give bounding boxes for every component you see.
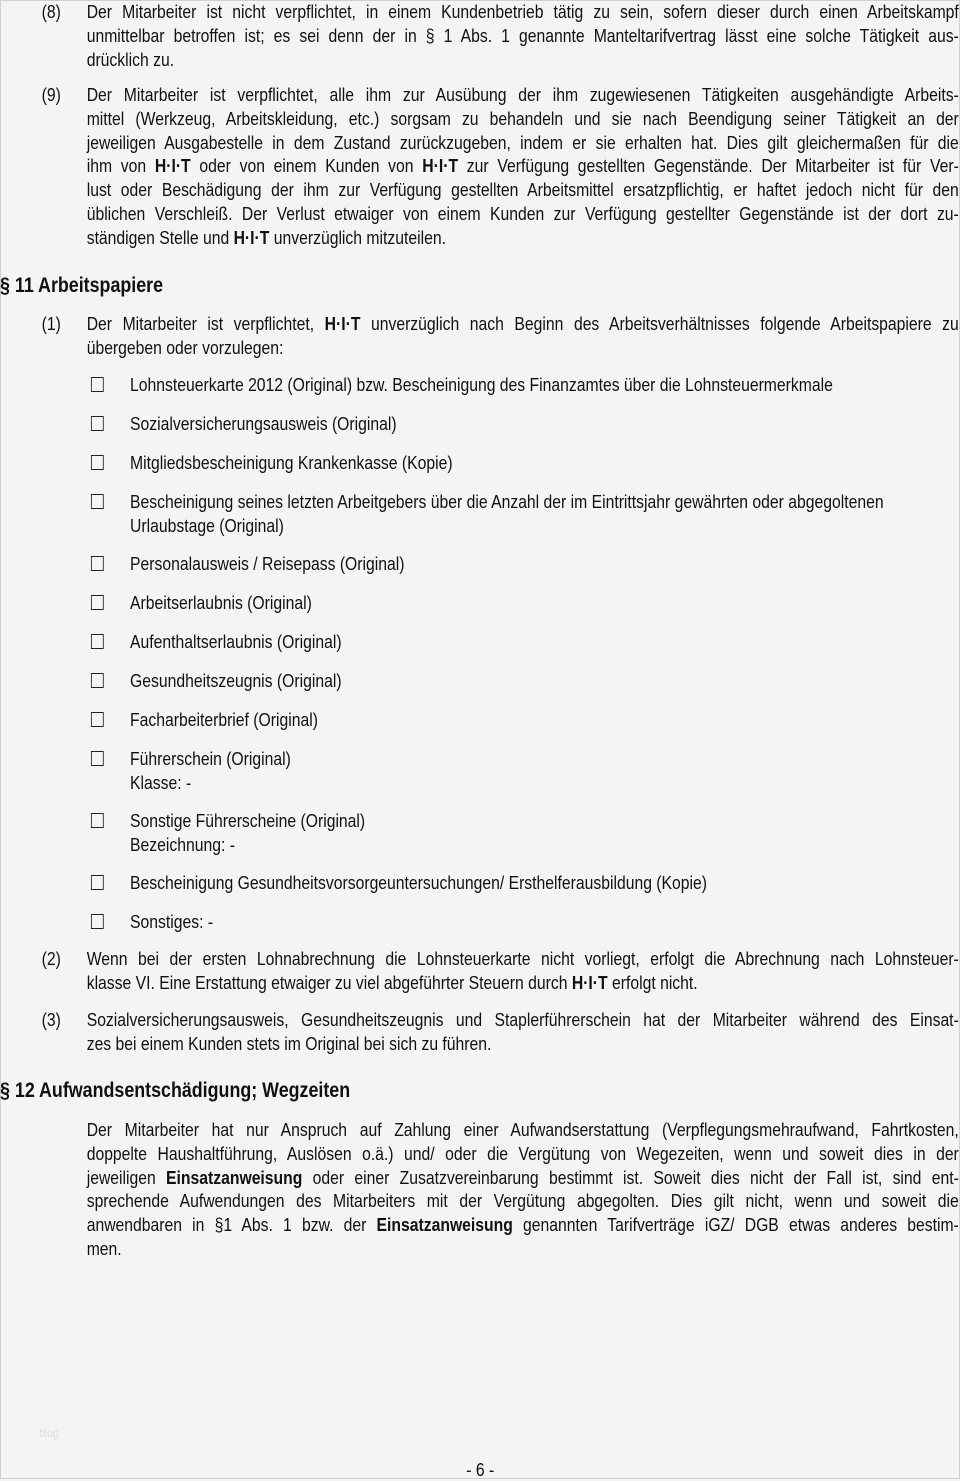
section-heading-12: § 12 Aufwandsentschädigung; Wegzeiten: [0, 1079, 351, 1102]
text-line: doppelte Haushaltführung, Auslösen o.ä.) und/ oder die Vergütung von Wegezeiten, wenn und soweit dies in der: [86, 1142, 959, 1164]
page-number: - 6 -: [466, 1459, 495, 1480]
text-line: mittel (Werkzeug, Arbeitskleidung, etc.) sorgsam zu behandeln und sie nach Beendigung seiner Tätigkeit an der: [86, 107, 959, 129]
checklist-item-label: Facharbeiterbrief (Original): [130, 709, 318, 730]
text-line: jeweiligen Ausgabestelle in dem Zustand zurückzugeben, indem er sie erhalten hat. Dies gilt gleichermaßen für die: [86, 131, 959, 153]
text-run: genannten Tarifverträge iGZ/ DGB etwas anderes bestim-: [512, 1214, 959, 1236]
paragraph-number: (9): [41, 84, 61, 105]
company-name: H·I·T: [571, 971, 608, 993]
text-line: lust oder Beschädigung der ihm zur Verfügung gestellten Arbeitsmittel ersatzpflichtig, er haftet jedoch nicht für den: [86, 179, 959, 201]
text-line: übergeben oder vorzulegen:: [86, 336, 284, 358]
text-line: Sozialversicherungsausweis, Gesundheitszeugnis und Staplerführerschein hat der Mitarbeiter während des Einsat-: [86, 1009, 959, 1030]
checkbox[interactable]: [91, 673, 104, 688]
text-run: unverzüglich nach Beginn des Arbeitsverhältnisses folgende Arbeitspapiere zu: [360, 313, 959, 334]
text-run: unverzüglich mitzuteilen.: [269, 226, 446, 248]
text-line: men.: [86, 1237, 122, 1259]
text-line: [87, 971, 959, 995]
text-run: oder einer Zusatzvereinbarung bestimmt ist. Soweit dies nicht der Fall ist, sind ent-: [302, 1166, 959, 1188]
text-line: üblichen Verschleiß. Der Verlust etwaiger von einem Kunden zur Verfügung gestellter Gegenstände ist der dort zu-: [86, 202, 959, 224]
checkbox[interactable]: [91, 494, 104, 509]
paragraph-number: (3): [41, 1009, 61, 1030]
emphasis: Einsatzanweisung: [166, 1166, 303, 1188]
text-run: ihm von: [86, 155, 155, 177]
checklist-item-label: Personalausweis / Reisepass (Original): [130, 553, 405, 574]
checklist-item-label: Mitgliedsbescheinigung Krankenkasse (Kopie): [130, 452, 453, 473]
text-run: oder von einem Kunden von: [190, 155, 423, 177]
checklist-item-label: Sozialversicherungsausweis (Original): [130, 413, 397, 434]
text-line: Wenn bei der ersten Lohnabrechnung die Lohnsteuerkarte nicht vorliegt, erfolgt die Abrechnung nach Lohnsteuer-: [86, 948, 959, 969]
checkbox[interactable]: [91, 455, 104, 470]
paragraph-number: (1): [41, 313, 61, 334]
watermark: blog: [39, 1426, 59, 1440]
checklist-item-label: Lohnsteuerkarte 2012 (Original) bzw. Bescheinigung des Finanzamtes über die Lohnsteuermerkmale: [130, 374, 833, 395]
checklist-item-label: Führerschein (Original): [130, 748, 291, 769]
company-name: H·I·T: [154, 155, 191, 177]
checkbox[interactable]: [91, 712, 104, 727]
checklist-item-label: Gesundheitszeugnis (Original): [130, 670, 342, 691]
checkbox[interactable]: [91, 556, 104, 571]
checklist-item-label: Bescheinigung seines letzten Arbeitgebers über die Anzahl der im Eintrittsjahr gewährten oder abgegoltenen: [130, 491, 884, 512]
checkbox[interactable]: [91, 751, 104, 766]
checkbox[interactable]: [91, 595, 104, 610]
emphasis: Einsatzanweisung: [376, 1214, 513, 1236]
text-line: drücklich zu.: [86, 48, 175, 70]
company-name: H·I·T: [324, 313, 361, 334]
text-line: Der Mitarbeiter ist nicht verpflichtet, in einem Kundenbetrieb tätig zu sein, sofern dieser durch einen Arbeitskampf: [86, 1, 959, 22]
checkbox[interactable]: [91, 416, 104, 431]
company-name: H·I·T: [233, 226, 270, 248]
checklist-item-label: Klasse: -: [130, 771, 192, 793]
company-name: H·I·T: [422, 155, 459, 177]
checkbox[interactable]: [91, 875, 104, 890]
text-run: klasse VI. Eine Erstattung etwaiger zu viel abgeführter Steuern durch: [86, 971, 572, 993]
checklist-item-label: Arbeitserlaubnis (Original): [130, 592, 312, 613]
text-line: unmittelbar betroffen ist; es sei denn der in § 1 Abs. 1 genannte Manteltarifvertrag lässt eine solche Tätigkeit aus-: [86, 24, 959, 46]
checkbox[interactable]: [91, 813, 104, 828]
checkbox[interactable]: [91, 377, 104, 392]
text-line: [87, 312, 959, 336]
checklist-item-label: Bezeichnung: -: [130, 833, 235, 855]
text-run: zur Verfügung gestellten Gegenstände. Der Mitarbeiter ist für Ver-: [458, 155, 959, 177]
text-line: [87, 1166, 959, 1190]
text-run: jeweiligen: [86, 1166, 167, 1188]
text-run: anwendbaren in §1 Abs. 1 bzw. der: [86, 1214, 377, 1236]
checkbox[interactable]: [91, 914, 104, 929]
paragraph-number: (2): [41, 948, 61, 969]
text-line: Der Mitarbeiter hat nur Anspruch auf Zahlung einer Aufwandserstattung (Verpflegungsmehraufwand, Fahrtkosten,: [86, 1119, 959, 1140]
text-line: Der Mitarbeiter ist verpflichtet, alle ihm zur Ausübung der ihm zugewiesenen Tätigkeiten ausgehändigte Arbeits-: [86, 84, 959, 105]
checklist-item-label: Aufenthaltserlaubnis (Original): [130, 631, 342, 652]
text-line: zes bei einem Kunden stets im Original bei sich zu führen.: [86, 1032, 492, 1054]
checklist-item-label: Sonstige Führerscheine (Original): [130, 810, 366, 831]
checkbox[interactable]: [91, 634, 104, 649]
checklist-item-label: Urlaubstage (Original): [130, 514, 284, 536]
checklist-item-label: Sonstiges: -: [130, 911, 214, 932]
text-run: ständigen Stelle und: [86, 226, 234, 248]
text-line: [87, 1213, 959, 1237]
text-line: [87, 154, 959, 178]
paragraph-number: (8): [41, 1, 61, 22]
checklist-item-label: Bescheinigung Gesundheitsvorsorgeuntersuchungen/ Ersthelferausbildung (Kopie): [130, 872, 708, 893]
text-line: sprechende Aufwendungen des Mitarbeiters mit der Vergütung abgegolten. Dies gilt nicht, wenn und soweit die: [86, 1190, 959, 1212]
text-run: Der Mitarbeiter ist verpflichtet,: [86, 313, 325, 334]
text-line: [87, 226, 959, 250]
text-run: erfolgt nicht.: [607, 971, 698, 993]
section-heading-11: § 11 Arbeitspapiere: [0, 274, 164, 297]
